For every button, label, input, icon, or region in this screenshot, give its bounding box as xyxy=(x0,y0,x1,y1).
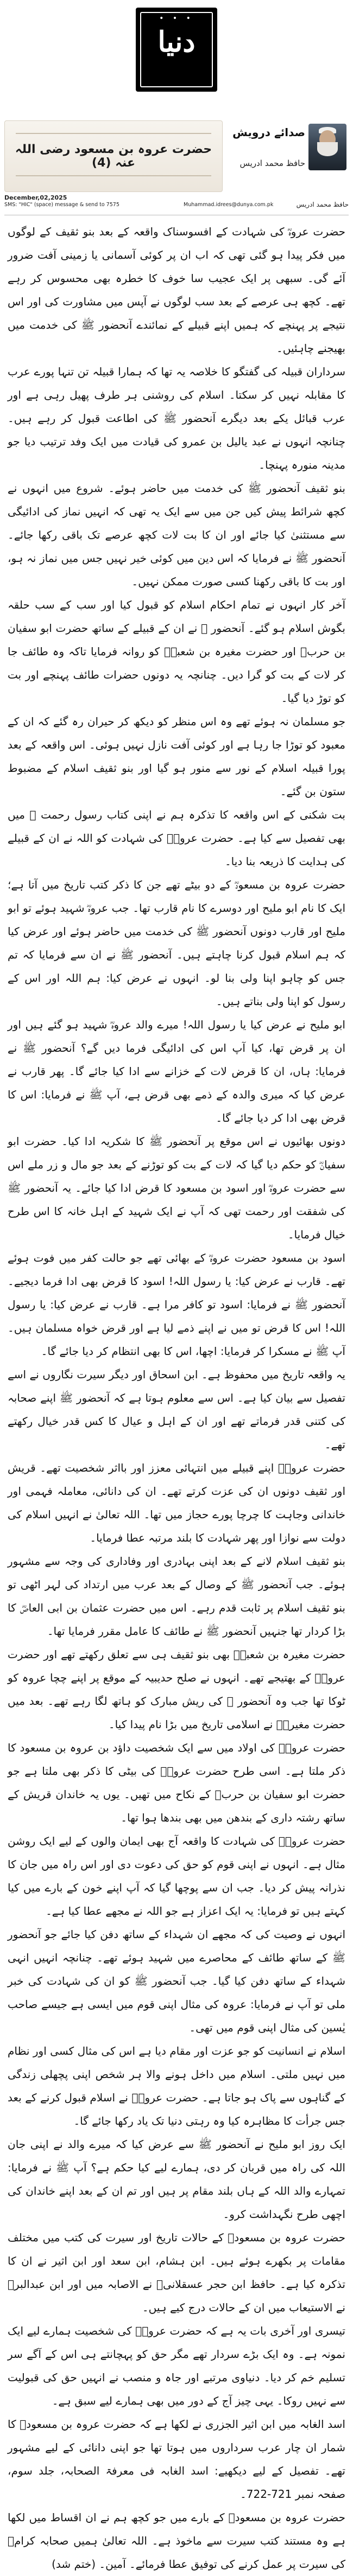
title-box xyxy=(4,120,223,192)
logo-text: دنیا xyxy=(157,25,196,59)
column-name: صدائے درویش xyxy=(232,126,305,139)
title-rule-bottom xyxy=(16,175,211,176)
article-paragraph: یہ واقعہ تاریخ میں محفوظ ہے۔ ابن اسحاق اور دیگر سیرت نگاروں نے اسے تفصیل سے بیان کیا ہے۔ اس سے معلوم ہوتا ہے کہ آنحضور ﷺ اپنے صحابہ کی کتنی قدر فرماتے تھے اور ان کے اہل و عیال کا کس قدر خیال رکھتے تھے۔ xyxy=(8,1368,345,1451)
photo-beard xyxy=(317,142,338,156)
article-paragraph: حضرت مغیرہ بن شعبہؓ بھی بنو ثقیف ہی سے تعلق رکھتے تھے اور حضرت عروہؓ کے بھتیجے تھے۔ انہوں نے صلح حدیبیہ کے موقع پر اپنے چچا عروہ کو ٹوکا تھا جب وہ آنحضور ﷺ کی ریش مبارک کو ہاتھ لگا رہے تھے۔ بعد میں حضرت مغیرہؓ نے اسلامی تاریخ میں بڑا نام پیدا کیا۔ xyxy=(8,1648,345,1731)
article-paragraph: حضرت عروہؓ کی شہادت کے افسوسناک واقعہ کے بعد بنو ثقیف کے لوگوں میں فکر پیدا ہو گئی تھی کہ اب ان پر کوئی آسمانی یا زمینی آفت ضرور آئے گی۔ سبھی پر ایک عجیب سا خوف کا خطرہ بھی محسوس کر رہے تھے۔ کچھ ہی عرصے کے بعد سب لوگوں نے آپس میں مشاورت کی اور اس نتیجے پر پہنچے کہ ہمیں اپنے قبیلے کے نمائندے آنحضور ﷺ کی خدمت میں بھیجنے چاہئیں۔ xyxy=(8,225,345,355)
article-paragraph: اسلام نے انسانیت کو جو عزت اور مقام دیا ہے اس کی مثال کسی اور نظام میں نہیں ملتی۔ اسلام میں داخل ہونے والا ہر شخص اپنی پچھلی زندگی کے گناہوں سے پاک ہو جاتا ہے۔ حضرت عروہؓ نے اسلام قبول کرنے کے بعد جس جرأت کا مظاہرہ کیا وہ رہتی دنیا تک یاد رکھا جائے گا۔ xyxy=(8,2044,345,2127)
masthead xyxy=(0,0,353,103)
article-paragraph: بنو ثقیف اسلام لانے کے بعد اپنی بہادری اور وفاداری کی وجہ سے مشہور ہوئے۔ جب آنحضور ﷺ کے وصال کے بعد عرب میں ارتداد کی لہر اٹھی تو بنو ثقیف اسلام پر ثابت قدم رہے۔ اس میں حضرت عثمان بن ابی العاصؓ کا بڑا کردار تھا جنہیں آنحضور ﷺ نے طائف کا عامل مقرر فرمایا تھا۔ xyxy=(8,1555,345,1638)
publish-date: December,02,2025 xyxy=(4,194,67,201)
article-paragraph: تیسری اور آخری بات یہ ہے کہ حضرت عروہؓ کی شخصیت ہمارے لیے ایک نمونہ ہے۔ وہ ایک بڑے سردار تھے مگر حق کو پہچانتے ہی اس کے آگے سر تسلیم خم کر دیا۔ دنیاوی مرتبے اور جاہ و منصب نے انہیں حق کی قبولیت سے نہیں روکا۔ یہی چیز آج کے دور میں بھی ہمارے لیے سبق ہے۔ xyxy=(8,2324,345,2407)
article-paragraph: انہوں نے وصیت کی کہ مجھے ان شہداء کے ساتھ دفن کیا جائے جو آنحضور ﷺ کے ساتھ طائف کے محاصرے میں شہید ہوئے تھے۔ چنانچہ انہیں انہی شہداء کے ساتھ دفن کیا گیا۔ جب آنحضور ﷺ کو ان کی شہادت کی خبر ملی تو آپ نے فرمایا: عروہ کی مثال اپنی قوم میں ایسی ہے جیسے صاحب یٰسین کی مثال اپنی قوم میں تھی۔ xyxy=(8,1928,345,2034)
title-rule-top xyxy=(16,133,211,134)
article-title: حضرت عروہ بن مسعود رضی اللہ عنہ (4) xyxy=(15,143,212,170)
meta-row xyxy=(4,194,349,208)
author-name: حافظ محمد ادریس xyxy=(239,158,305,168)
article-paragraph: حضرت عروہؓ اپنے قبیلے میں انتہائی معزز اور بااثر شخصیت تھے۔ قریش اور ثقیف دونوں ان کی عزت کرتے تھے۔ ان کی دانائی، معاملہ فہمی اور خاندانی وجاہت کا چرچا پورے حجاز میں تھا۔ اللہ تعالیٰ نے انہیں اسلام کی دولت سے نوازا اور پھر شہادت کا بلند مرتبہ عطا فرمایا۔ xyxy=(8,1461,345,1544)
article-paragraph: اسد الغابہ میں ابن اثیر الجزری نے لکھا ہے کہ حضرت عروہ بن مسعودؓ کا شمار ان چار عرب سرداروں میں ہوتا تھا جو اپنی دانائی کے لیے مشہور تھے۔ تفصیل کے لیے دیکھیے: اسد الغابہ فی معرفۃ الصحابہ، جلد سوم، صفحہ نمبر 721-722۔ xyxy=(8,2418,345,2501)
article-paragraph: حضرت عروہؓ کی اولاد میں سے ایک شخصیت داؤد بن عروہ بن مسعود کا ذکر ملتا ہے۔ اسی طرح حضرت عروہؓ کی بیٹی کا ذکر بھی ملتا ہے جو حضرت ابو سفیان بن حربؓ کے نکاح میں تھیں۔ یوں یہ خاندان قریش کے ساتھ رشتہ داری کے بندھن میں بھی بندھا ہوا تھا۔ xyxy=(8,1741,345,1824)
logo-ornament: • • • xyxy=(159,14,194,23)
author-photo xyxy=(308,124,346,170)
article-paragraph: حضرت عروہ بن مسعودؓ کے بارے میں جو کچھ ہم نے ان اقساط میں لکھا ہے وہ مستند کتب سیرت سے ماخوذ ہے۔ اللہ تعالیٰ ہمیں صحابہ کرامؓ کی سیرت پر عمل کرنے کی توفیق عطا فرمائے۔ آمین۔ (ختم شد) xyxy=(8,2511,345,2571)
article-paragraph: سرداران قبیلہ کی گفتگو کا خلاصہ یہ تھا کہ ہمارا قبیلہ تن تنہا پورے عرب کا مقابلہ نہیں کر سکتا۔ اسلام کی روشنی ہر طرف پھیل رہی ہے اور عرب قبائل یکے بعد دیگرے آنحضور ﷺ کی اطاعت قبول کر رہے ہیں۔ چنانچہ انہوں نے عبد یالیل بن عمرو کی قیادت میں ایک وفد ترتیب دیا جو مدینہ منورہ پہنچا۔ xyxy=(8,365,345,471)
article-body xyxy=(8,220,345,2571)
article-paragraph: بنو ثقیف آنحضور ﷺ کی خدمت میں حاضر ہوئے۔ شروع میں انہوں نے کچھ شرائط پیش کیں جن میں سے ایک یہ تھی کہ انہیں نماز کی ادائیگی سے مستثنیٰ کیا جائے اور ان کا بت لات کچھ عرصے تک باقی رکھا جائے۔ آنحضور ﷺ نے فرمایا کہ اس دین میں کوئی خیر نہیں جس میں نماز نہ ہو، اور بت کا باقی رکھنا کسی صورت ممکن نہیں۔ xyxy=(8,482,345,588)
article-paragraph: دونوں بھائیوں نے اس موقع پر آنحضور ﷺ کا شکریہ ادا کیا۔ حضرت ابو سفیانؓ کو حکم دیا گیا کہ لات کے بت کو توڑنے کے بعد جو مال و زر ملے اس سے حضرت عروہؓ اور اسود بن مسعود کا قرض ادا کیا جائے۔ یہ آنحضور ﷺ کی شفقت اور رحمت تھی کہ آپ نے ایک شہید کے اہل خانہ کا اس طرح خیال فرمایا۔ xyxy=(8,1135,345,1241)
article-paragraph: حضرت عروہ بن مسعودؓ کے حالات تاریخ اور سیرت کی کتب میں مختلف مقامات پر بکھرے ہوئے ہیں۔ ابن ہشام، ابن سعد اور ابن اثیر نے ان کا تذکرہ کیا ہے۔ حافظ ابن حجر عسقلانیؒ نے الاصابہ میں اور ابن عبدالبرؒ نے الاستیعاب میں ان کے حالات درج کیے ہیں۔ xyxy=(8,2231,345,2314)
newspaper-logo xyxy=(136,8,217,92)
article-paragraph: جو مسلمان نہ ہوئے تھے وہ اس منظر کو دیکھ کر حیران رہ گئے کہ ان کے معبود کو توڑا جا رہا ہے اور کوئی آفت نازل نہیں ہوئی۔ اس واقعہ کے بعد پورا قبیلہ اسلام کے نور سے منور ہو گیا اور بنو ثقیف اسلام کے مضبوط ستون بن گئے۔ xyxy=(8,715,345,798)
article-paragraph: آخر کار انہوں نے تمام احکام اسلام کو قبول کیا اور سب کے سب حلقہ بگوش اسلام ہو گئے۔ آنحضور ﷺ نے ان کے قبیلے کے ساتھ حضرت ابو سفیان بن حربؓ اور حضرت مغیرہ بن شعبہؓ کو روانہ فرمایا تاکہ وہ طائف جا کر لات کے بت کو گرا دیں۔ چنانچہ یہ دونوں حضرات طائف پہنچے اور بت کو توڑ دیا گیا۔ xyxy=(8,598,345,705)
article-paragraph: حضرت عروہؓ کی شہادت کا واقعہ آج بھی ایمان والوں کے لیے ایک روشن مثال ہے۔ انہوں نے اپنی قوم کو حق کی دعوت دی اور اس راہ میں جان کا نذرانہ پیش کر دیا۔ جب ان سے پوچھا گیا کہ آپ اپنے خون کے بارے میں کیا کہتے ہیں تو فرمایا: یہ ایک اعزاز ہے جو اللہ نے مجھے عطا کیا ہے۔ xyxy=(8,1834,345,1917)
author-email[interactable]: Muhammad.idrees@dunya.com.pk xyxy=(184,202,274,208)
article-paragraph: اسود بن مسعود حضرت عروہؓ کے بھائی تھے جو حالت کفر میں فوت ہوئے تھے۔ قارب نے عرض کیا: یا رسول اللہ! اسود کا قرض بھی ادا فرما دیجیے۔ آنحضور ﷺ نے فرمایا: اسود تو کافر مرا ہے۔ قارب نے عرض کیا: یا رسول اللہ! اس کا قرض تو میں نے اپنے ذمے لیا ہے اور قرض خواہ مسلمان ہیں۔ آپ ﷺ نے مسکرا کر فرمایا: اچھا، اس کا بھی انتظام کر دیا جائے گا۔ xyxy=(8,1251,345,1358)
article-paragraph: بت شکنی کے اس واقعہ کا تذکرہ ہم نے اپنی کتاب رسول رحمت ﷺ میں بھی تفصیل سے کیا ہے۔ حضرت عروہؓ کی شہادت کو اللہ نے ان کے قبیلے کی ہدایت کا ذریعہ بنا دیا۔ xyxy=(8,808,345,868)
article-paragraph: ایک روز ابو ملیح نے آنحضور ﷺ سے عرض کیا کہ میرے والد نے اپنی جان اللہ کی راہ میں قربان کر دی، ہمارے لیے کیا حکم ہے؟ آپ ﷺ نے فرمایا: تمہارے والد اللہ کے ہاں بلند مقام پر ہیں اور تم ان کے بعد اپنے خاندان کی اچھی طرح نگہداشت کرو۔ xyxy=(8,2138,345,2221)
sms-instructions: SMS: "HIC" (space) message & send to 7575 xyxy=(4,202,119,208)
byline: حافظ محمد ادریس xyxy=(296,201,349,208)
article-paragraph: ابو ملیح نے عرض کیا یا رسول اللہ! میرے والد عروہؓ شہید ہو گئے ہیں اور ان پر قرض تھا، کیا آپ اس کی ادائیگی فرما دیں گے؟ آنحضور ﷺ نے فرمایا: ہاں، ان کا قرض لات کے خزانے سے ادا کیا جائے گا۔ پھر قارب نے عرض کیا کہ میری والدہ کے ذمے بھی قرض ہے، آپ ﷺ نے فرمایا: اس کا قرض بھی ادا کر دیا جائے گا۔ xyxy=(8,1018,345,1124)
author-block xyxy=(228,120,349,191)
article-paragraph: حضرت عروہ بن مسعودؓ کے دو بیٹے تھے جن کا ذکر کتب تاریخ میں آتا ہے؛ ایک کا نام ابو ملیح اور دوسرے کا نام قارب تھا۔ جب عروہؓ شہید ہوئے تو ابو ملیح اور قارب دونوں آنحضور ﷺ کی خدمت میں حاضر ہوئے اور عرض کیا کہ ہم اسلام قبول کرنا چاہتے ہیں۔ آنحضور ﷺ نے ان سے فرمایا کہ تم جس کو چاہو اپنا ولی بنا لو۔ انہوں نے عرض کیا: ہم اللہ اور اس کے رسول کو اپنا ولی بناتے ہیں۔ xyxy=(8,878,345,1008)
column-header xyxy=(0,120,353,207)
